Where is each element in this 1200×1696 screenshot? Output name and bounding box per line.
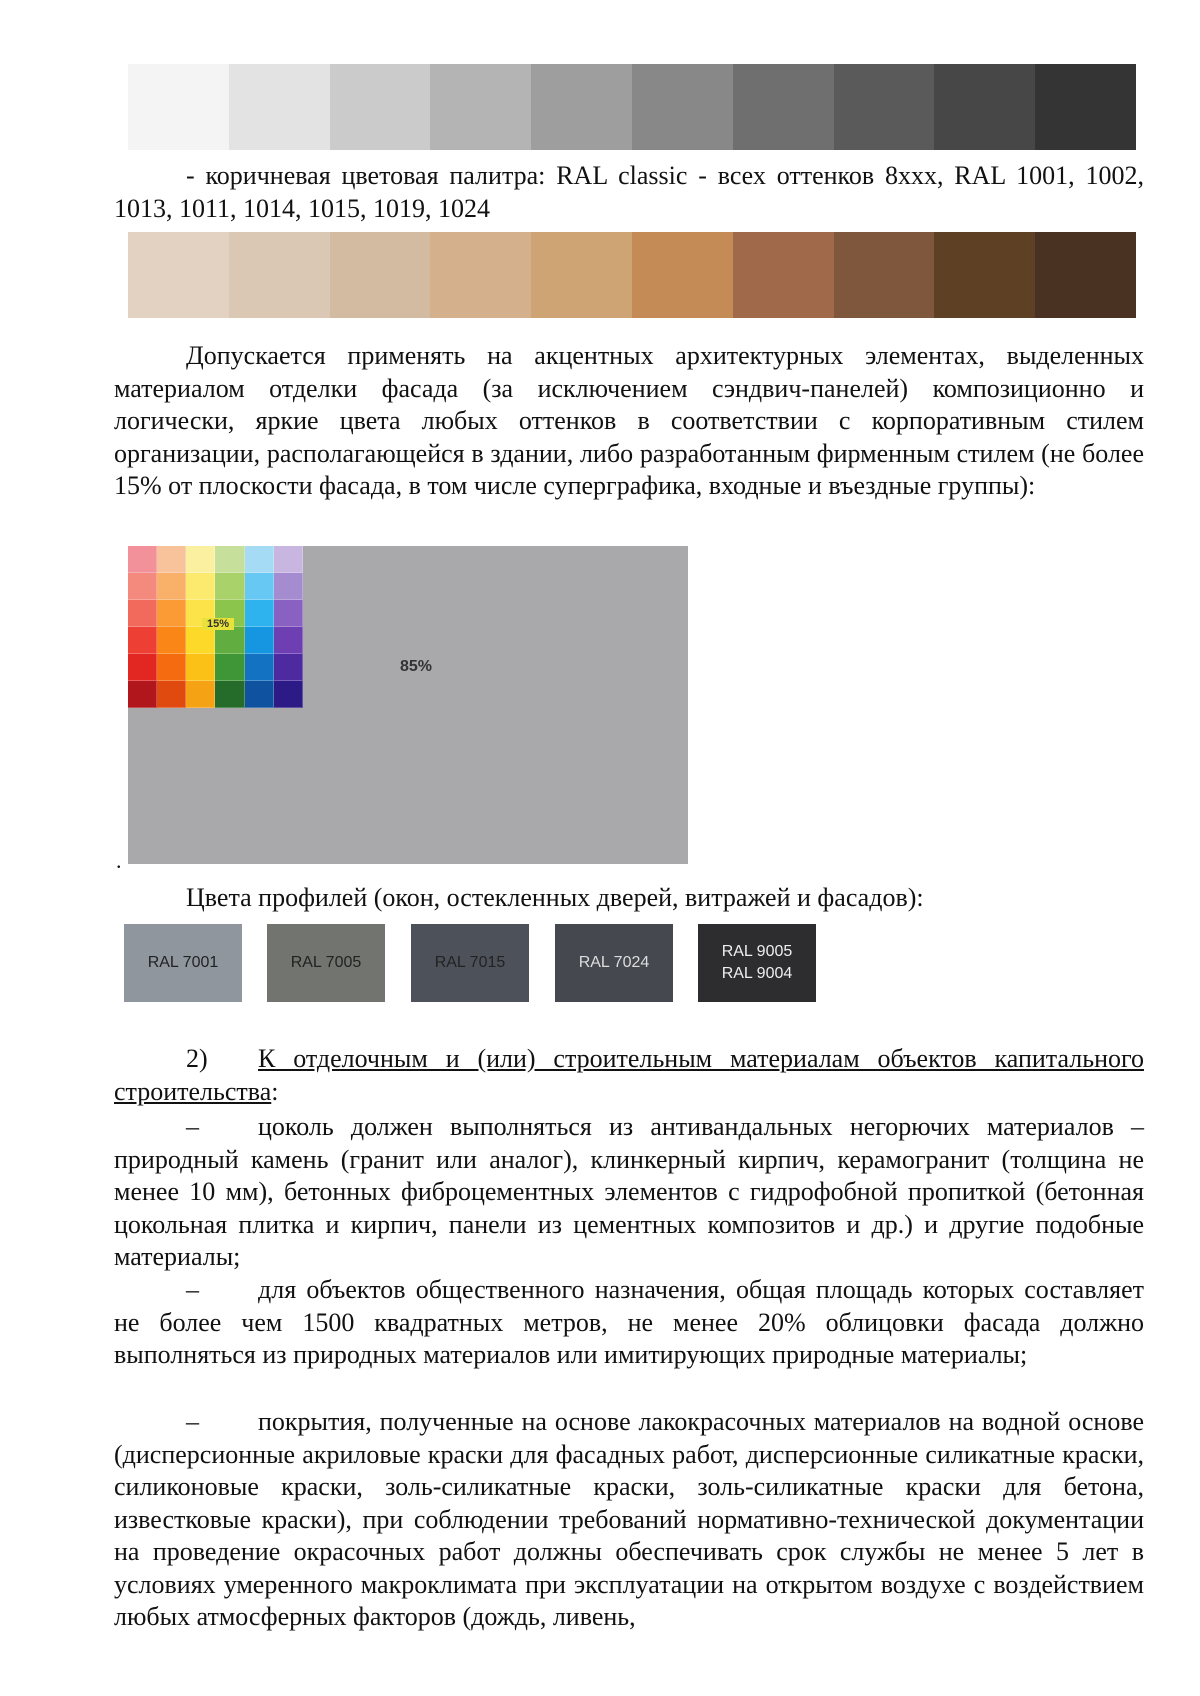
brown-swatch xyxy=(430,232,531,318)
section-number: 2) xyxy=(186,1044,208,1073)
accent-color-cell xyxy=(128,627,157,654)
profile-label: RAL 9005 xyxy=(721,943,793,960)
brown-swatch xyxy=(229,232,330,318)
accent-color-cell xyxy=(215,573,244,600)
accent-color-cell xyxy=(157,627,186,654)
list-item-text: покрытия, полученные на основе лакокрасочных материалов на водной основе (дисперсионные акриловые краски для фасадных работ, дисперсионные силикатные краски, силиконовые краски, золь-силикатные краски, золь-силикатные краски для бетона, известковые краски), при соблюдении требований нормативно-технической документации на проведение окрасочных работ должны обеспечивать срок службы не менее 5 лет в условиях умеренного макроклимата при эксплуатации на открытом воздухе с воздействием любых атмосферных факторов (дождь, ливень, xyxy=(114,1407,1144,1631)
accent-color-cell xyxy=(215,627,244,654)
profile-label: RAL 7005 xyxy=(290,954,362,971)
accent-share-label: 15% xyxy=(202,618,234,630)
accent-color-cell xyxy=(128,546,157,573)
accent-color-cell xyxy=(215,654,244,681)
accent-color-cell xyxy=(128,573,157,600)
accent-color-cell xyxy=(245,546,274,573)
stray-mark: . xyxy=(116,848,122,873)
accent-color-cell xyxy=(274,573,303,600)
brown-color-palette xyxy=(128,232,1136,318)
accent-color-cell xyxy=(245,627,274,654)
accent-color-cell xyxy=(274,546,303,573)
profile-swatch-ral-7001 xyxy=(124,924,242,1002)
gray-swatch xyxy=(733,64,834,150)
list-dash: – xyxy=(186,1112,199,1141)
gray-swatch xyxy=(531,64,632,150)
profile-swatch-ral-7024 xyxy=(555,924,673,1002)
gray-swatch xyxy=(128,64,229,150)
accent-color-cell xyxy=(245,681,274,708)
accent-color-cell xyxy=(245,600,274,627)
accent-color-cell xyxy=(215,681,244,708)
accent-color-cell xyxy=(157,600,186,627)
list-dash: – xyxy=(186,1275,199,1304)
accent-color-cell xyxy=(128,600,157,627)
brown-palette-caption: - коричневая цветовая палитра: RAL classic - всех оттенков 8xxx, RAL 1001, 1002, 1013, 1011, 1014, 1015, 1019, 1024 xyxy=(114,161,1144,223)
section-2-heading xyxy=(114,1043,1144,1108)
accent-color-cell xyxy=(157,654,186,681)
facade-color-ratio-diagram xyxy=(128,546,688,864)
brown-swatch xyxy=(834,232,935,318)
gray-swatch xyxy=(330,64,431,150)
gray-swatch xyxy=(229,64,330,150)
list-item xyxy=(114,1406,1144,1634)
accent-colors-paragraph: Допускается применять на акцентных архитектурных элементах, выделенных материалом отделки фасада (за исключением сэндвич-панелей) композиционно и логически, яркие цвета любых оттенков в соответствии с корпоративным стилем организации, располагающейся в здании, либо разработанным фирменным стилем (не более 15% от плоскости фасада, в том числе суперграфика, входные и въездные группы): xyxy=(114,341,1144,500)
accent-color-cell xyxy=(274,600,303,627)
profile-label: RAL 9004 xyxy=(721,965,793,982)
gray-swatch xyxy=(834,64,935,150)
section-title-suffix: : xyxy=(271,1076,279,1106)
profile-swatch-ral-7015 xyxy=(411,924,529,1002)
profile-swatch-ral-9005-9004 xyxy=(698,924,816,1002)
profiles-title: Цвета профилей (окон, остекленных дверей, витражей и фасадов): xyxy=(186,883,924,912)
accent-color-cell xyxy=(128,654,157,681)
accent-color-cell xyxy=(274,681,303,708)
accent-color-cell xyxy=(186,627,215,654)
gray-swatch xyxy=(1035,64,1136,150)
accent-color-cell xyxy=(245,573,274,600)
gray-color-palette xyxy=(128,64,1136,150)
brown-swatch xyxy=(1035,232,1136,318)
brown-swatch xyxy=(632,232,733,318)
accent-color-cell xyxy=(157,681,186,708)
list-item-text: цоколь должен выполняться из антивандальных негорючих материалов – природный камень (гранит или аналог), клинкерный кирпич, керамогранит (толщина не менее 10 мм), бетонных фиброцементных элементов с гидрофобной пропиткой (бетонная цокольная плитка и кирпич, панели из цементных композитов и др.) и другие подобные материалы; xyxy=(114,1112,1144,1271)
gray-swatch xyxy=(430,64,531,150)
accent-color-cell xyxy=(274,627,303,654)
gray-swatch xyxy=(934,64,1035,150)
accent-color-cell xyxy=(157,546,186,573)
profile-swatch-ral-7005 xyxy=(267,924,385,1002)
brown-swatch xyxy=(934,232,1035,318)
accent-color-cell xyxy=(215,546,244,573)
profile-label: RAL 7015 xyxy=(434,954,506,971)
brown-swatch xyxy=(733,232,834,318)
gray-swatch xyxy=(632,64,733,150)
profile-label: RAL 7001 xyxy=(147,954,219,971)
section-title: К отделочным и (или) строительным материалам объектов капитального строительства xyxy=(114,1044,1144,1106)
profile-label: RAL 7024 xyxy=(578,954,650,971)
base-share-label: 85% xyxy=(400,658,433,675)
accent-color-cell xyxy=(186,681,215,708)
accent-color-cell xyxy=(128,681,157,708)
accent-color-cell xyxy=(186,654,215,681)
list-dash: – xyxy=(186,1407,199,1436)
accent-color-cell xyxy=(186,546,215,573)
brown-swatch xyxy=(531,232,632,318)
brown-swatch xyxy=(330,232,431,318)
accent-color-cell xyxy=(186,573,215,600)
accent-color-cell xyxy=(245,654,274,681)
accent-color-cell xyxy=(157,573,186,600)
list-item xyxy=(114,1111,1144,1274)
list-item xyxy=(114,1274,1144,1372)
list-item-text: для объектов общественного назначения, общая площадь которых составляет не более чем 1500 квадратных метров, не менее 20% облицовки фасада должно выполняться из природных материалов или имитирующих природные материалы; xyxy=(114,1275,1144,1369)
accent-color-cell xyxy=(274,654,303,681)
brown-swatch xyxy=(128,232,229,318)
